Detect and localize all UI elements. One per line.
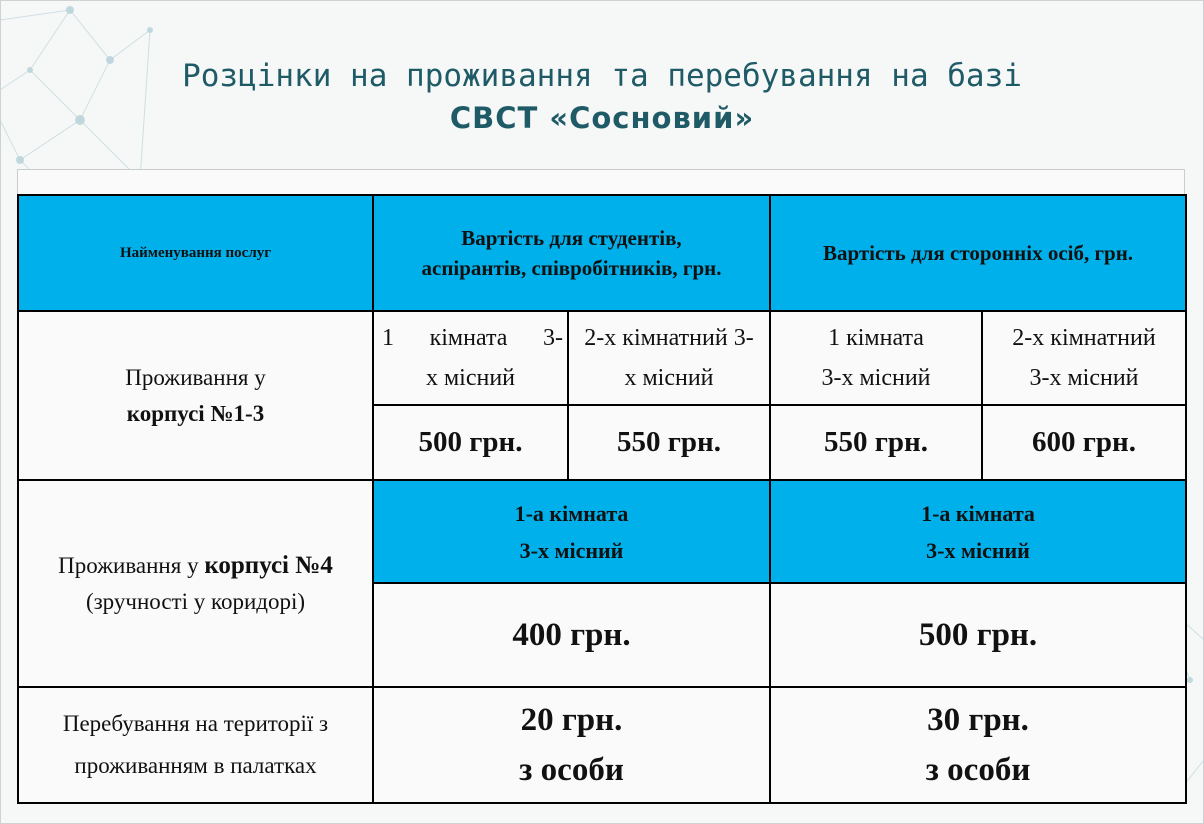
price-cell: 500 грн. xyxy=(373,405,568,480)
room-type-line: 1 кімната 3- xyxy=(382,325,563,351)
price-cell: 400 грн. xyxy=(373,583,770,687)
room-type-line: х місний xyxy=(624,365,714,391)
price-cell: 550 грн. xyxy=(568,405,770,480)
service-housing-1-3-line-2: корпусі №1-3 xyxy=(126,400,265,426)
room-type-line: 2-х кімнатний xyxy=(1012,325,1156,351)
room-type-cell xyxy=(770,480,1186,583)
price-cell: 600 грн. xyxy=(982,405,1186,480)
price-cell: 500 грн. xyxy=(770,583,1186,687)
service-tents-line-2: проживанням в палатках xyxy=(74,753,317,778)
price-cell xyxy=(373,687,770,803)
price-unit: з особи xyxy=(519,752,624,788)
service-housing-1-3-line-1: Проживання у xyxy=(125,364,266,390)
price-amount: 20 грн. xyxy=(520,702,623,738)
room-type-line: 3-х місний xyxy=(519,537,624,563)
room-type-cell xyxy=(770,311,982,405)
price-amount: 30 грн. xyxy=(927,702,1029,738)
table-row xyxy=(18,480,1186,583)
header-students-line-2: аспірантів, співробітників, грн. xyxy=(421,256,722,280)
room-type-cell xyxy=(982,311,1186,405)
header-students-line-1: Вартість для студентів, xyxy=(461,226,682,250)
room-type-line: 3-х місний xyxy=(1029,365,1139,391)
service-housing-4-building: корпусі №4 xyxy=(204,551,333,579)
service-housing-1-3 xyxy=(18,311,373,480)
room-type-line: 1 кімната xyxy=(828,325,924,351)
room-type-line: 1-а кімната xyxy=(921,500,1035,526)
price-cell xyxy=(770,687,1186,803)
room-type-line: 3-х місний xyxy=(926,537,1030,563)
title-line-1: Розцінки на проживання та перебування на базі xyxy=(182,58,1022,94)
page-title xyxy=(0,55,1204,139)
room-type-cell xyxy=(373,480,770,583)
room-type-line: 3-х місний xyxy=(821,365,931,391)
price-table xyxy=(17,194,1187,804)
table-frame xyxy=(17,169,1185,196)
room-type-line: 1-а кімната xyxy=(514,500,629,526)
header-students xyxy=(373,195,770,311)
service-housing-4-text: Проживання у xyxy=(58,552,205,578)
table-row xyxy=(18,687,1186,803)
service-housing-4-line-1 xyxy=(23,548,368,584)
room-type-cell xyxy=(373,311,568,405)
table-header-row xyxy=(18,195,1186,311)
room-type-cell xyxy=(568,311,770,405)
price-unit: з особи xyxy=(925,752,1031,788)
table-row xyxy=(18,311,1186,405)
room-type-line: 2-х кімнатний 3- xyxy=(584,325,754,351)
title-line-2: СВСТ «Сосновий» xyxy=(449,101,755,135)
header-services: Найменування послуг xyxy=(18,195,373,311)
service-tents-line-1: Перебування на території з xyxy=(62,711,329,736)
service-housing-4 xyxy=(18,480,373,687)
header-outsiders: Вартість для сторонніх осіб, грн. xyxy=(770,195,1186,311)
service-tents xyxy=(18,687,373,803)
service-housing-4-note: (зручності у коридорі) xyxy=(85,588,306,614)
room-type-line: х місний xyxy=(425,365,516,391)
price-cell: 550 грн. xyxy=(770,405,982,480)
